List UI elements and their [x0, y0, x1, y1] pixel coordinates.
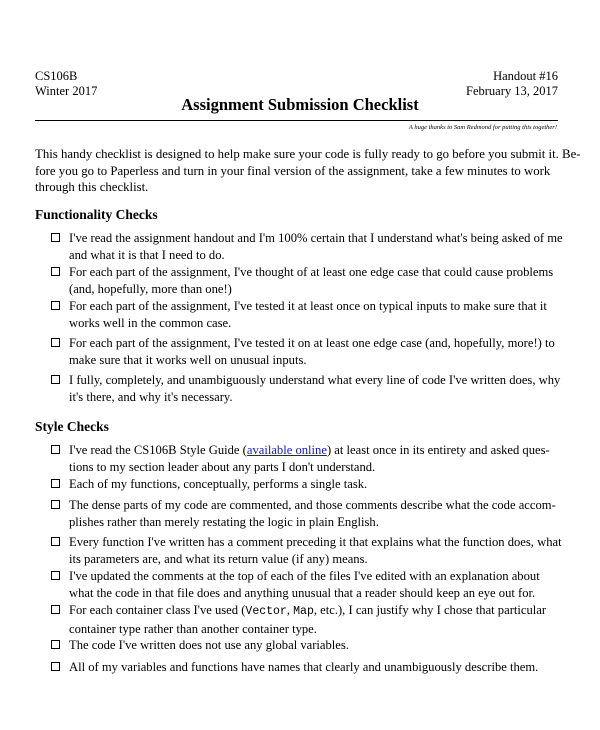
checkbox[interactable] [51, 338, 60, 347]
checkbox[interactable] [51, 267, 60, 276]
checklist-item: For each part of the assignment, I've tested it on at least one edge case (and, hopefully, more!) to make sure that it works well on unusual inputs. [51, 335, 558, 368]
intro-line: fore you go to Paperless and turn in your final version of the assignment, take a few minutes to work [35, 163, 551, 178]
checklist-item: I've read the CS106B Style Guide (available online) at least once in its entirety and asked ques- tions to my section leader about any parts I don't understand. [51, 442, 558, 475]
checklist-item: Each of my functions, conceptually, performs a single task. [51, 476, 558, 493]
term: Winter 2017 [35, 84, 98, 98]
checklist-item: The dense parts of my code are commented, and those comments describe what the code accom- plishes rather than merely restating the logic in plain English. [51, 497, 558, 530]
intro-line: This handy checklist is designed to help make sure your code is fully ready to go before you submit it. Be- [35, 147, 581, 161]
intro-line: through this checklist. [35, 180, 149, 195]
checklist-item: I've read the assignment handout and I'm 100% certain that I understand what's being asked of me and what it is that I need to do. [51, 230, 558, 263]
checklist-item: I've updated the comments at the top of each of the files I've edited with an explanation about what the code in that file does and anything unusual that a reader should keep an eye out for. [51, 568, 558, 601]
checkbox[interactable] [51, 233, 60, 242]
checkbox[interactable] [51, 375, 60, 384]
checkbox[interactable] [51, 571, 60, 580]
code-vector: Vector [245, 605, 287, 618]
checklist-item: All of my variables and functions have names that clearly and unambiguously describe them. [51, 659, 558, 676]
checkbox[interactable] [51, 537, 60, 546]
title-divider [35, 120, 558, 121]
intro-paragraph [35, 146, 581, 196]
page-title: Assignment Submission Checklist [181, 95, 419, 114]
checkbox[interactable] [51, 500, 60, 509]
checklist-item: Every function I've written has a comment preceding it that explains what the function does, what its parameters are, and what its return value (if any) means. [51, 534, 558, 567]
style-heading: Style Checks [35, 419, 109, 434]
handout-number: Handout #16 [493, 69, 558, 83]
checkbox[interactable] [51, 445, 60, 454]
style-guide-link[interactable]: available online [246, 443, 327, 457]
checklist-item: For each part of the assignment, I've tested it at least once on typical inputs to make sure that it works well in the common case. [51, 298, 558, 331]
checkbox[interactable] [51, 605, 60, 614]
checklist-item: I fully, completely, and unambiguously understand what every line of code I've written does, why it's there, and why it's necessary. [51, 372, 558, 405]
checklist-item: The code I've written does not use any global variables. [51, 637, 558, 654]
course-code: CS106B [35, 69, 78, 83]
acknowledgement-note: A huge thanks to Sam Redmond for putting this together! [408, 124, 557, 131]
checkbox[interactable] [51, 479, 60, 488]
handout-date: February 13, 2017 [466, 84, 558, 98]
functionality-heading: Functionality Checks [35, 207, 158, 222]
checkbox[interactable] [51, 662, 60, 671]
checkbox[interactable] [51, 640, 60, 649]
checklist-item: For each part of the assignment, I've thought of at least one edge case that could cause problems (and, hopefully, more than one!) [51, 264, 558, 297]
checkbox[interactable] [51, 301, 60, 310]
checklist-item: For each container class I've used (Vector, Map, etc.), I can justify why I chose that particular container type rather than another container type. [51, 602, 558, 637]
code-map: Map [293, 605, 314, 618]
